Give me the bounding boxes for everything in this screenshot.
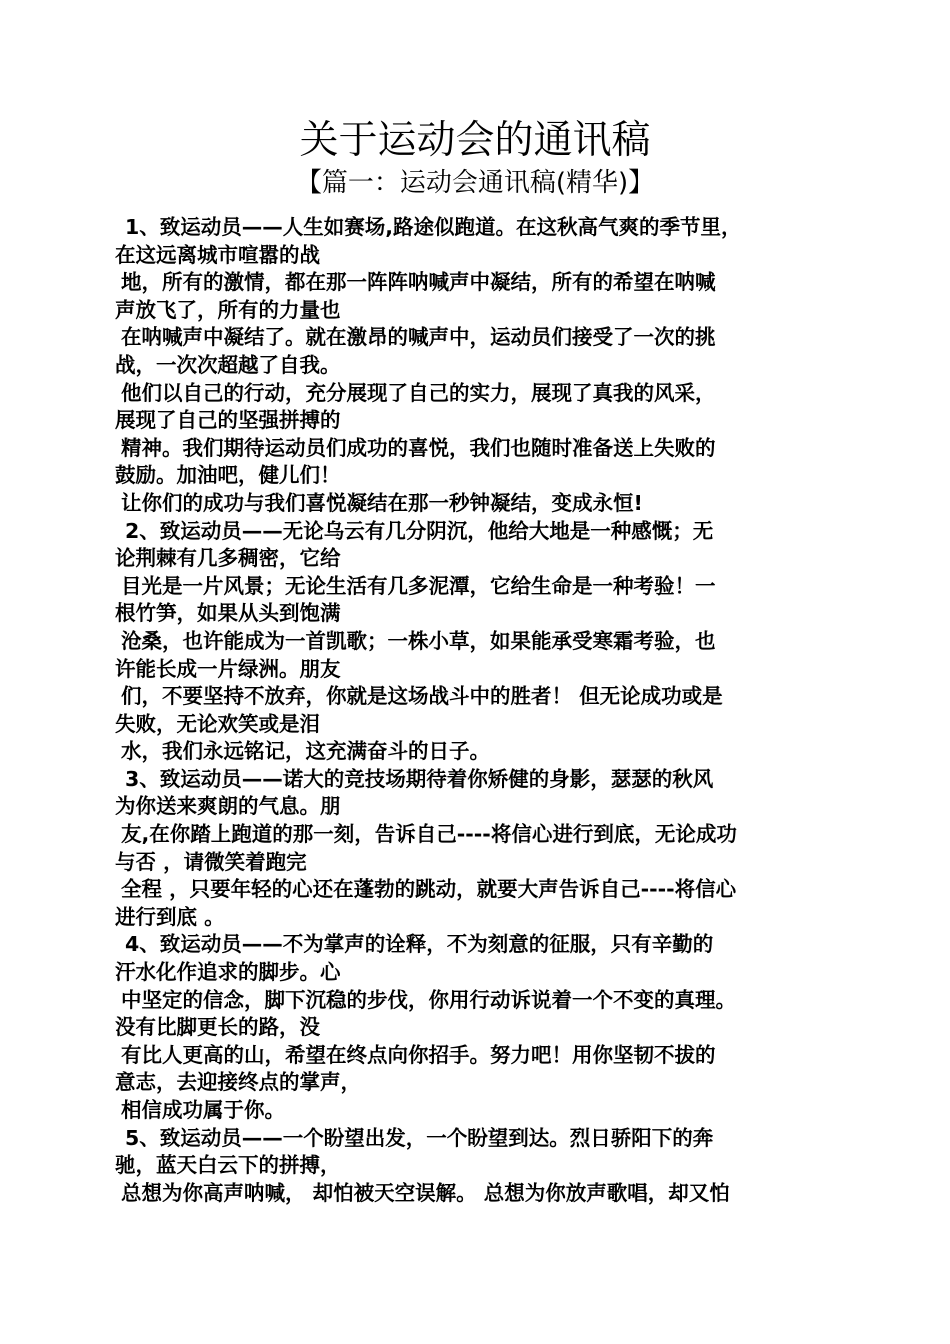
text-line: 3、致运动员——诺大的竞技场期待着你矫健的身影，瑟瑟的秋风	[125, 766, 714, 791]
text-line: 有比人更高的山，希望在终点向你招手。努力吧！用你坚韧不拔的	[121, 1042, 716, 1067]
text-line: 他们以自己的行动，充分展现了自己的实力，展现了真我的风采，	[121, 380, 716, 405]
text-line: 5、致运动员——一个盼望出发，一个盼望到达。烈日骄阳下的奔	[125, 1125, 714, 1150]
text-line: 精神。我们期待运动员们成功的喜悦，我们也随时准备送上失败的	[121, 435, 716, 460]
text-line: 友,在你踏上跑道的那一刻，告诉自己----将信心进行到底，无论成功	[121, 822, 737, 847]
text-line: 失败，无论欢笑或是泪	[115, 711, 320, 736]
text-line: 总想为你高声呐喊， 却怕被天空误解。 总想为你放声歌唱，却又怕	[121, 1180, 730, 1205]
text-line: 相信成功属于你。	[121, 1098, 285, 1122]
document-title: 关于运动会的通讯稿	[299, 118, 651, 163]
text-line: 许能长成一片绿洲。朋友	[115, 656, 341, 681]
text-line: 们，不要坚持不放弃，你就是这场战斗中的胜者！ 但无论成功或是	[121, 684, 723, 709]
text-line: 战，一次次超越了自我。	[115, 352, 341, 377]
text-line: 展现了自己的坚强拼搏的	[115, 408, 341, 433]
text-line: 汗水化作追求的脚步。心	[115, 960, 341, 985]
text-line: 4、致运动员——不为掌声的诠释，不为刻意的征服，只有辛勤的	[125, 932, 714, 957]
text-line: 根竹笋，如果从头到饱满	[115, 601, 341, 626]
text-line: 让你们的成功与我们喜悦凝结在那一秒钟凝结，变成永恒!	[121, 490, 643, 515]
text-line: 沧桑，也许能成为一首凯歌；一株小草，如果能承受寒霜考验，也	[121, 628, 716, 653]
text-line: 全程 ，只要年轻的心还在蓬勃的跳动，就要大声告诉自己----将信心	[121, 877, 737, 902]
text-line: 水，我们永远铭记，这充满奋斗的日子。	[121, 739, 490, 764]
text-line: 为你送来爽朗的气息。朋	[115, 794, 341, 819]
text-line: 在呐喊声中凝结了。就在激昂的喊声中，运动员们接受了一次的挑	[121, 325, 716, 350]
text-line: 驰，蓝天白云下的拼搏，	[115, 1153, 341, 1178]
text-line: 没有比脚更长的路，没	[115, 1015, 320, 1040]
text-line: 2、致运动员——无论乌云有几分阴沉，他给大地是一种感慨；无	[125, 518, 714, 543]
text-line: 鼓励。加油吧，健儿们！	[115, 463, 341, 488]
text-line: 目光是一片风景；无论生活有几多泥潭，它给生命是一种考验！一	[121, 573, 716, 598]
text-line: 1、致运动员——人生如赛场,路途似跑道。在这秋高气爽的季节里，	[125, 215, 742, 239]
text-line: 进行到底 。	[115, 904, 225, 929]
document-body	[115, 214, 835, 1207]
text-line: 地，所有的激情，都在那一阵阵呐喊声中凝结，所有的希望在呐喊	[121, 270, 716, 295]
text-line: 意志，去迎接终点的掌声，	[115, 1070, 361, 1095]
text-line: 中坚定的信念，脚下沉稳的步伐，你用行动诉说着一个不变的真理。	[121, 987, 736, 1012]
text-line: 与否 ，请微笑着跑完	[115, 849, 307, 874]
text-line: 声放飞了，所有的力量也	[115, 297, 341, 322]
text-line: 论荆棘有几多稠密，它给	[115, 546, 341, 571]
document-subtitle: 【篇一：运动会通讯稿(精华)】	[295, 168, 655, 198]
text-line: 在这远离城市喧嚣的战	[115, 242, 320, 267]
